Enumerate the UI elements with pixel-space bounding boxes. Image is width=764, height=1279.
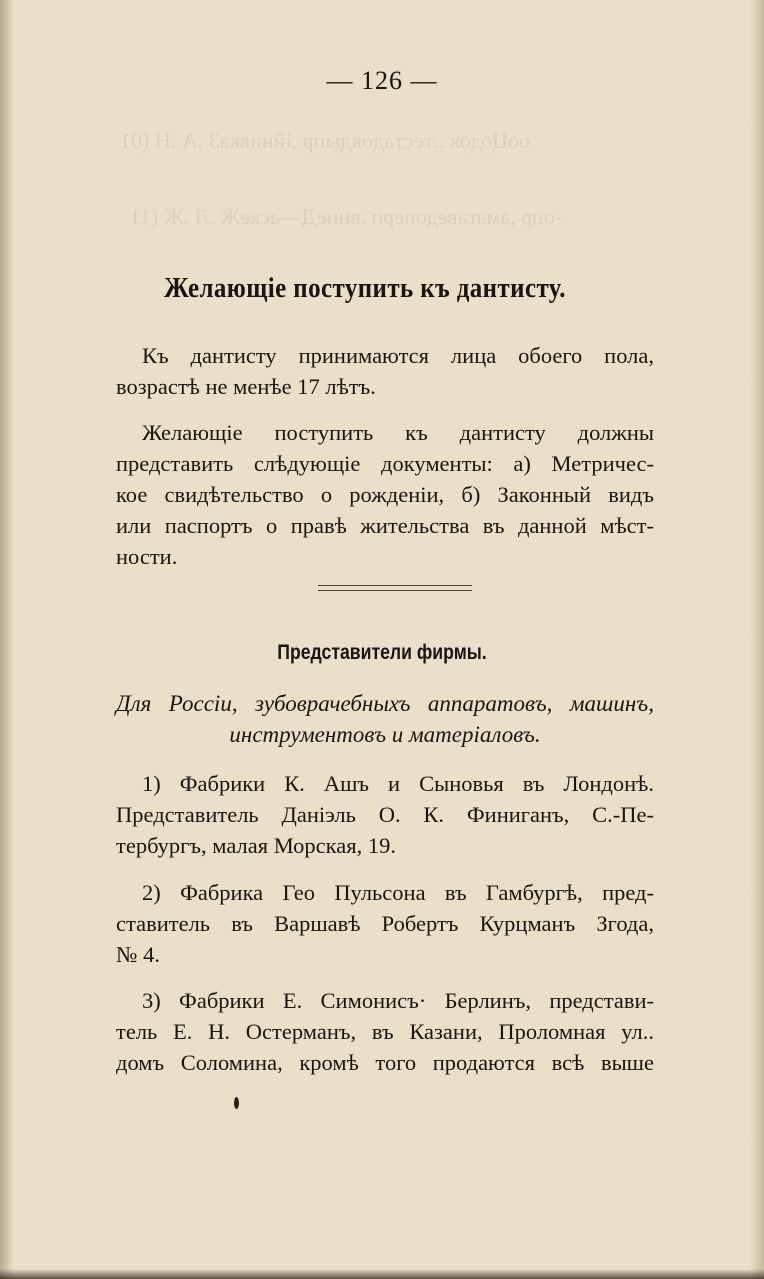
paragraph-admission-age — [116, 340, 654, 402]
text-line: 1) Фабрики К. Ашъ и Сыновья въ Лондонѣ. — [142, 771, 654, 796]
text-line: тель Е. Н. Остерманъ, въ Казани, Проломная ул.. — [116, 1019, 654, 1044]
text-line: Къ дантисту принимаются лица обоего пола, — [142, 343, 654, 368]
double-rule-divider — [318, 585, 472, 591]
list-item-ash — [116, 768, 654, 861]
section-heading-dantist: Желающіе поступить къ дантисту. — [164, 272, 566, 304]
list-item-poulson — [116, 877, 654, 970]
text-line: или паспортъ о правѣ жительства въ данной мѣст- — [116, 513, 654, 538]
text-line: Представитель Даніэль О. К. Финиганъ, С.-Пе- — [116, 802, 654, 827]
paragraph-documents — [116, 417, 654, 572]
page-number: — 126 — — [326, 66, 438, 95]
list-item-simonis — [116, 985, 654, 1078]
italic-subtitle — [116, 688, 654, 750]
left-page-shadow — [0, 0, 14, 1279]
page-bottom-edge — [0, 1269, 764, 1279]
text-line: ставитель въ Варшавѣ Робертъ Курцманъ Згода, — [116, 911, 654, 936]
right-page-shadow — [750, 0, 764, 1279]
text-line: 3) Фабрики Е. Симонисъ· Берлинъ, представи- — [142, 988, 654, 1013]
text-line: 2) Фабрика Гео Пульсона въ Гамбургѣ, пред- — [142, 880, 654, 905]
text-line: инструментовъ и матеріаловъ. — [229, 722, 541, 747]
ink-spot — [234, 1097, 239, 1109]
text-line: тербургъ, малая Морская, 19. — [116, 833, 396, 858]
text-line: Для Россіи, зубоврачебныхъ аппаратовъ, машинъ, — [116, 691, 654, 716]
bleed-through-text: ооЦодоя ..тестадокдыпр ,ійнивкаЗ .А .Н (01 — [120, 128, 530, 153]
text-line: № 4. — [116, 942, 160, 967]
text-line: представить слѣдующіе документы: а) Метричес- — [116, 451, 654, 476]
text-line: ности. — [116, 544, 178, 569]
text-line: кое свидѣтельство о рожденіи, б) Законный видъ — [116, 482, 654, 507]
text-line: домъ Соломина, кромѣ того продаются всѣ выше — [116, 1050, 654, 1075]
text-line: Желающіе поступить къ дантисту должны — [142, 420, 654, 445]
bleed-through-text: -оцр ,аматаведоперп .вниеД—аскеЖ .Л .Ж (11 — [130, 204, 563, 229]
section-heading-representatives: Представители фирмы. — [277, 641, 487, 664]
text-line: возрастѣ не менѣе 17 лѣтъ. — [116, 374, 376, 399]
